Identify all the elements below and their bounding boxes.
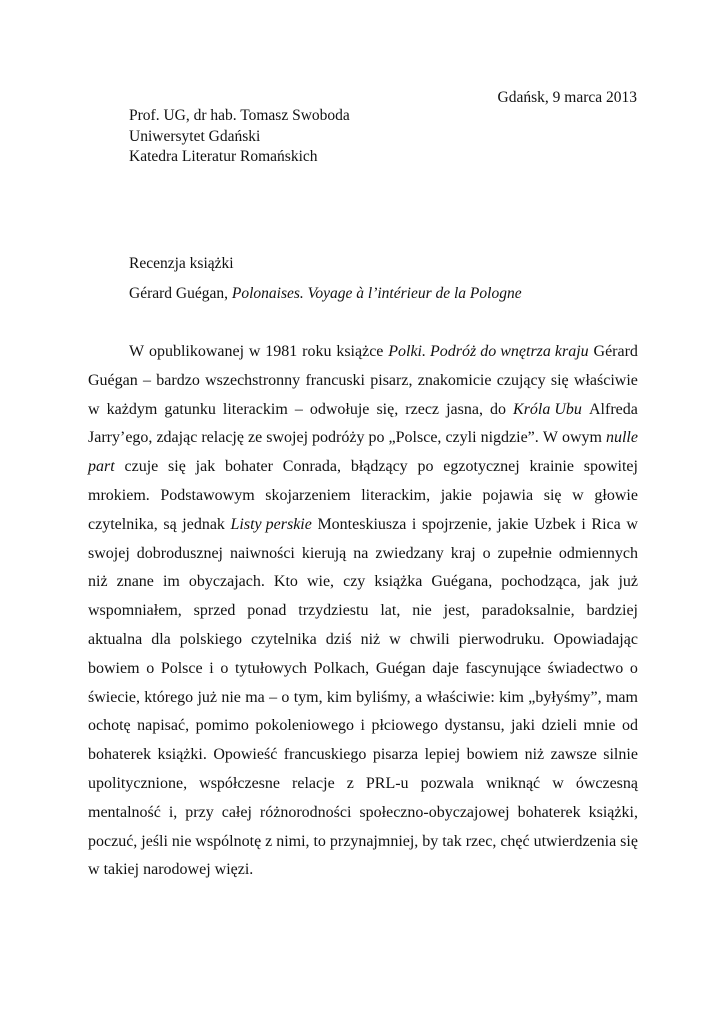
word: wie, — [306, 573, 335, 591]
sender-name: Prof. UG, dr hab. Tomasz Swoboda — [129, 107, 350, 124]
word: książki, — [588, 803, 638, 821]
word: – — [269, 688, 278, 706]
word: – — [143, 371, 152, 389]
word: jakie — [497, 515, 529, 533]
word: kim — [499, 688, 524, 706]
word: współczesne — [199, 774, 280, 792]
word: Gérard — [593, 343, 638, 360]
word: niż — [524, 746, 545, 764]
word: literackim — [222, 400, 288, 418]
word: ówczesną — [575, 774, 638, 792]
word: przy — [185, 803, 214, 821]
word: płciowego — [371, 717, 439, 735]
word: i, — [168, 803, 178, 821]
word: w — [572, 486, 584, 504]
word: i — [411, 515, 417, 533]
word: Polkach, — [313, 659, 370, 677]
word: Polsce — [160, 659, 203, 677]
word: każdym — [106, 400, 158, 418]
word: jeśli — [141, 832, 168, 850]
word: literackim, — [361, 486, 431, 504]
word: się, — [376, 400, 399, 418]
word: pojawia — [482, 486, 534, 504]
word: się — [550, 371, 569, 389]
paragraph-line — [88, 659, 638, 688]
word: odmiennych — [558, 544, 638, 562]
word: o — [146, 659, 155, 677]
paragraph-line — [88, 601, 638, 630]
word: mrokiem. — [88, 486, 150, 504]
word: takiej — [103, 861, 140, 879]
word: jest, — [443, 602, 470, 620]
word: chęć — [500, 832, 530, 850]
word: się — [543, 486, 562, 504]
word: Guégana, — [431, 573, 493, 591]
word: całej — [221, 803, 252, 821]
word: właściwie — [573, 371, 638, 389]
word: skojarzeniem — [265, 486, 351, 504]
word: W — [129, 343, 145, 360]
paragraph-line — [88, 515, 638, 544]
word: zupełnie — [497, 544, 552, 562]
word: i — [581, 515, 586, 533]
word: książka — [374, 573, 423, 591]
word: zwiedzany — [375, 544, 444, 562]
word: narodowej — [143, 861, 211, 879]
place-date: Gdańsk, 9 marca 2013 — [497, 89, 637, 106]
word: byliśmy, — [356, 688, 411, 706]
word: W — [542, 429, 558, 447]
word: pozwala — [420, 774, 474, 792]
word: czytelnika — [251, 630, 317, 648]
word: relację — [201, 429, 244, 447]
word: są — [163, 515, 177, 533]
word: obyczajach. — [188, 573, 265, 591]
word: zawsze — [550, 746, 597, 764]
word: mam — [605, 688, 638, 706]
word: chwili — [409, 630, 450, 648]
word: w — [88, 861, 100, 879]
paragraph-line — [88, 716, 638, 745]
word: swojej — [88, 544, 130, 562]
italic-word: Króla Ubu — [513, 400, 582, 418]
word: utwierdzenia — [533, 832, 617, 850]
word: owym — [561, 429, 602, 447]
word: pierwodruku. — [458, 630, 545, 648]
word: do — [489, 400, 506, 418]
word: o — [482, 544, 491, 562]
word: swojej — [266, 429, 309, 447]
word: to — [313, 832, 326, 850]
word: zdając — [156, 429, 198, 447]
word: bohaterek — [88, 746, 152, 764]
paragraph-line — [88, 745, 638, 774]
word: po — [368, 429, 385, 447]
word: się — [620, 832, 638, 850]
word: niż — [88, 573, 108, 591]
word: czy — [343, 573, 366, 591]
word: czujący — [496, 371, 546, 389]
word: relacje — [292, 774, 335, 792]
word: tym, — [293, 688, 323, 706]
word: przynajmniej, — [329, 832, 419, 850]
word: a — [414, 688, 423, 706]
word: w — [552, 774, 564, 792]
word: różnorodności — [259, 803, 352, 821]
word: Conrada, — [282, 458, 341, 476]
word: PRL-u — [365, 774, 409, 792]
paragraph-line — [88, 544, 638, 573]
word: nimi, — [276, 832, 310, 850]
paragraph-line — [88, 803, 638, 832]
paragraph-line — [88, 457, 638, 486]
word: na — [353, 544, 369, 562]
word: pisarz, — [370, 371, 413, 389]
word: świecie, — [88, 688, 140, 706]
paragraph-line — [88, 860, 638, 889]
word: bardziej — [586, 602, 638, 620]
book-title: Polonaises. Voyage à l’intérieur de la Pologne — [231, 285, 522, 302]
word: wspomniałem, — [88, 602, 182, 620]
word: społeczno-obyczajowej — [359, 803, 510, 821]
paragraph-line — [88, 486, 638, 515]
word: którego — [144, 688, 194, 706]
word: Jarry’ego, — [88, 429, 153, 447]
italic-word: Listy perskie — [230, 515, 312, 533]
word: trzydziestu — [298, 602, 369, 620]
word: pochodząca, — [501, 573, 581, 591]
paragraph-line — [88, 630, 638, 659]
paragraph-line — [88, 774, 638, 803]
word: odwołuje — [309, 400, 370, 418]
word: czytelnika, — [88, 515, 158, 533]
word: opublikowanej — [148, 343, 245, 360]
word: po — [417, 458, 434, 476]
word: od — [621, 717, 638, 735]
paragraph-line — [88, 832, 638, 861]
word: polskiego — [179, 630, 242, 648]
word: lepiej — [424, 746, 461, 764]
word: dystansu, — [444, 717, 505, 735]
word: z — [346, 774, 354, 792]
word: poczuć, — [88, 832, 138, 850]
word: rzec, — [465, 832, 497, 850]
word: upolitycznione, — [88, 774, 188, 792]
word: Alfreda — [588, 400, 638, 418]
italic-word: nulle — [605, 429, 638, 447]
word: ponad — [247, 602, 287, 620]
word: znane — [116, 573, 154, 591]
word: bohaterek — [517, 803, 581, 821]
word: jakie — [440, 486, 472, 504]
word: francuskiego — [283, 746, 367, 764]
word: kim — [326, 688, 352, 706]
word: już — [618, 573, 638, 591]
word: Uzbek — [533, 515, 576, 533]
book-author: Gérard Guégan, — [129, 285, 232, 302]
word: – — [294, 400, 303, 418]
word: nie — [412, 602, 432, 620]
word: daje — [432, 659, 459, 677]
word: rzecz — [405, 400, 440, 418]
word: nie — [171, 832, 192, 850]
word: ze — [248, 429, 263, 447]
word: jasna, — [446, 400, 483, 418]
word: książce — [336, 343, 384, 360]
italic-word: Polki. Podróż do wnętrza kraju — [388, 343, 589, 360]
word: napisać, — [137, 717, 190, 735]
word: podróży — [312, 429, 365, 447]
word: o — [281, 688, 290, 706]
word: błądzący — [350, 458, 408, 476]
word: spowitej — [583, 458, 638, 476]
word: jednak — [182, 515, 225, 533]
paragraph-line — [88, 342, 638, 371]
word: Guégan — [375, 659, 426, 677]
word: pokoleniowego — [255, 717, 355, 735]
word: wspólnotę — [195, 832, 262, 850]
word: świadectwo — [547, 659, 624, 677]
document-title: Recenzja książki — [129, 255, 234, 272]
sender-university: Uniwersytet Gdański — [129, 127, 261, 145]
word: Opowieść — [213, 746, 278, 764]
word: Monteskiusza — [317, 515, 407, 533]
word: by — [422, 832, 439, 850]
word: w — [88, 400, 100, 418]
word: nie — [221, 688, 241, 706]
word: się — [168, 458, 186, 476]
word: dziś — [325, 630, 352, 648]
word: mentalność — [88, 803, 161, 821]
word: krainie — [529, 458, 574, 476]
paragraph-line — [88, 371, 638, 400]
sender-block — [129, 106, 350, 168]
word: mnie — [583, 717, 616, 735]
word: „byłyśmy”, — [528, 688, 602, 706]
word: egzotycznej — [443, 458, 520, 476]
word: o — [220, 659, 229, 677]
word: dzieli — [541, 717, 578, 735]
italic-word: part — [88, 458, 115, 476]
word: jaki — [511, 717, 536, 735]
word: 1981 — [265, 343, 298, 360]
word: gatunku — [164, 400, 216, 418]
word: im — [162, 573, 180, 591]
word: właściwie: — [426, 688, 495, 706]
word: Podstawowym — [160, 486, 255, 504]
word: znakomicie — [417, 371, 492, 389]
word: niż — [360, 630, 381, 648]
paragraph-line — [88, 688, 638, 717]
word: tytułowych — [234, 659, 307, 677]
word: ochotę — [88, 717, 131, 735]
word: bardzo — [156, 371, 200, 389]
paragraph-line — [88, 428, 638, 457]
word: pisarza — [372, 746, 419, 764]
word: dla — [151, 630, 171, 648]
word: z — [265, 832, 273, 850]
word: roku — [302, 343, 332, 360]
word: Kto — [273, 573, 298, 591]
word: czuje — [124, 458, 159, 476]
word: jak — [195, 458, 216, 476]
word: w — [248, 343, 261, 360]
word: Opowiadając — [553, 630, 638, 648]
word: i — [209, 659, 214, 677]
word: już — [197, 688, 218, 706]
word: w — [389, 630, 401, 648]
word: paradoksalnie, — [481, 602, 575, 620]
word: sprzed — [193, 602, 236, 620]
word: wniknąć — [485, 774, 541, 792]
word: Rica — [591, 515, 621, 533]
word: bowiem — [88, 659, 140, 677]
word: głowie — [594, 486, 638, 504]
word: tak — [442, 832, 462, 850]
word: Guégan — [88, 371, 138, 389]
word: więzi. — [214, 861, 254, 879]
word: silnie — [603, 746, 638, 764]
word: o — [629, 659, 638, 677]
book-reference — [129, 284, 522, 304]
word: wszechstronny — [205, 371, 301, 389]
review-paragraph — [88, 342, 638, 889]
word: francuski — [305, 371, 365, 389]
word: w — [626, 515, 638, 533]
word: bowiem — [466, 746, 519, 764]
word: czyli — [445, 429, 477, 447]
word: lat, — [380, 602, 401, 620]
word: kierują — [301, 544, 347, 562]
paragraph-line — [88, 400, 638, 429]
word: ma — [245, 688, 265, 706]
word: i — [360, 717, 365, 735]
word: „Polsce, — [388, 429, 442, 447]
word: fascynujące — [465, 659, 542, 677]
sender-department: Katedra Literatur Romańskich — [129, 148, 318, 165]
word: spojrzenie, — [421, 515, 492, 533]
word: bohater — [225, 458, 273, 476]
word: naiwności — [229, 544, 295, 562]
word: nigdzie”. — [480, 429, 539, 447]
word: kraj — [450, 544, 476, 562]
word: dobrodusznej — [136, 544, 223, 562]
word: aktualna — [88, 630, 143, 648]
word: książki. — [157, 746, 207, 764]
word: jak — [589, 573, 610, 591]
word: pomimo — [195, 717, 249, 735]
paragraph-line — [88, 572, 638, 601]
